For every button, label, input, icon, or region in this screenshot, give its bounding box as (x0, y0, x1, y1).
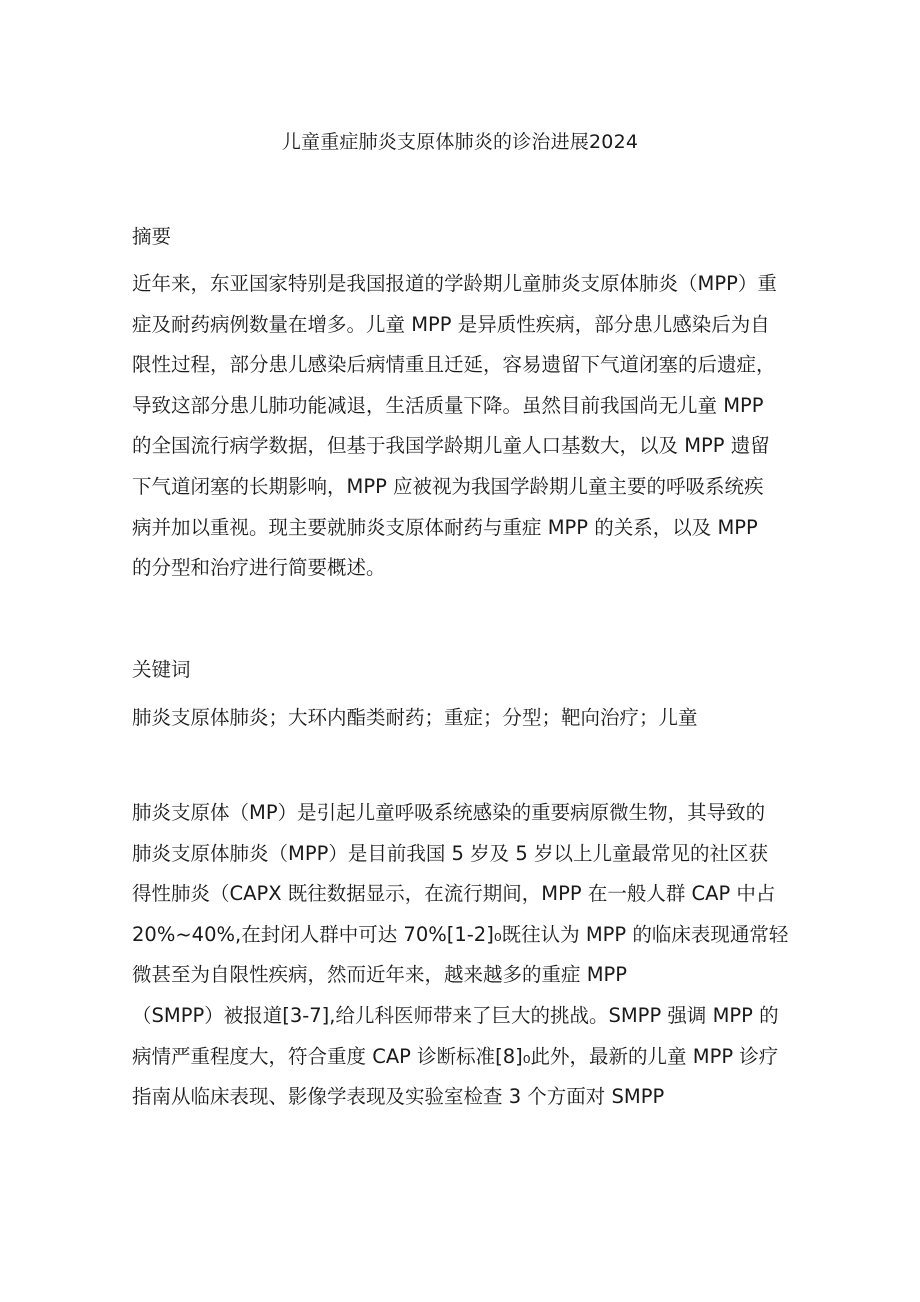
keywords-heading: 关键词 (132, 658, 191, 681)
body-line: 肺炎支原体（MP）是引起儿童呼吸系统感染的重要病原微生物，其导致的 (132, 801, 766, 824)
body-line: 病情严重程度大，符合重度 CAP 诊断标准[8]₀此外，最新的儿童 MPP 诊疗 (132, 1044, 779, 1068)
abstract-line: 近年来，东亚国家特别是我国报道的学龄期儿童肺炎支原体肺炎（MPP）重 (132, 272, 777, 295)
body-line: 指南从临床表现、影像学表现及实验室检查 3 个方面对 SMPP (132, 1085, 665, 1109)
abstract-line: 病并加以重视。现主要就肺炎支原体耐药与重症 MPP 的关系，以及 MPP (132, 515, 758, 539)
body-paragraph (132, 793, 792, 1118)
abstract-line: 限性过程，部分患儿感染后病情重且迁延，容易遗留下气道闭塞的后遗症， (132, 353, 776, 377)
keywords-text: 肺炎支原体肺炎；大环内酯类耐药；重症；分型；靶向治疗；儿童 (132, 706, 698, 729)
abstract-line: 症及耐药病例数量在增多。儿童 MPP 是异质性疾病，部分患儿感染后为自 (132, 312, 770, 336)
abstract-line: 下气道闭塞的长期影响，MPP 应被视为我国学龄期儿童主要的呼吸系统疾 (132, 474, 764, 498)
body-line: （SMPP）被报道[3-7],给儿科医师带来了巨大的挑战。SMPP 强调 MPP 的 (132, 1003, 779, 1027)
body-line: 肺炎支原体肺炎（MPP）是目前我国 5 岁及 5 岁以上儿童最常见的社区获 (132, 841, 768, 865)
abstract-line: 的全国流行病学数据，但基于我国学龄期儿童人口基数大，以及 MPP 遗留 (132, 434, 770, 458)
abstract-line: 的分型和治疗进行简要概述。 (132, 556, 386, 580)
document-title: 儿童重症肺炎支原体肺炎的诊治进展2024 (281, 131, 639, 153)
abstract-heading: 摘要 (132, 225, 172, 248)
abstract-line: 导致这部分患儿肺功能减退，生活质量下降。虽然目前我国尚无儿童 MPP (132, 393, 764, 417)
body-line: 得性肺炎（CAPX 既往数据显示，在流行期间，MPP 在一般人群 CAP 中占 (132, 882, 776, 906)
body-line: 20%~40%,在封闭人群中可达 70%[1-2]₀既往认为 MPP 的临床表现通常轻 (132, 922, 789, 946)
body-line: 微甚至为自限性疾病，然而近年来，越来越多的重症 MPP (132, 963, 628, 987)
abstract-paragraph (132, 264, 792, 589)
